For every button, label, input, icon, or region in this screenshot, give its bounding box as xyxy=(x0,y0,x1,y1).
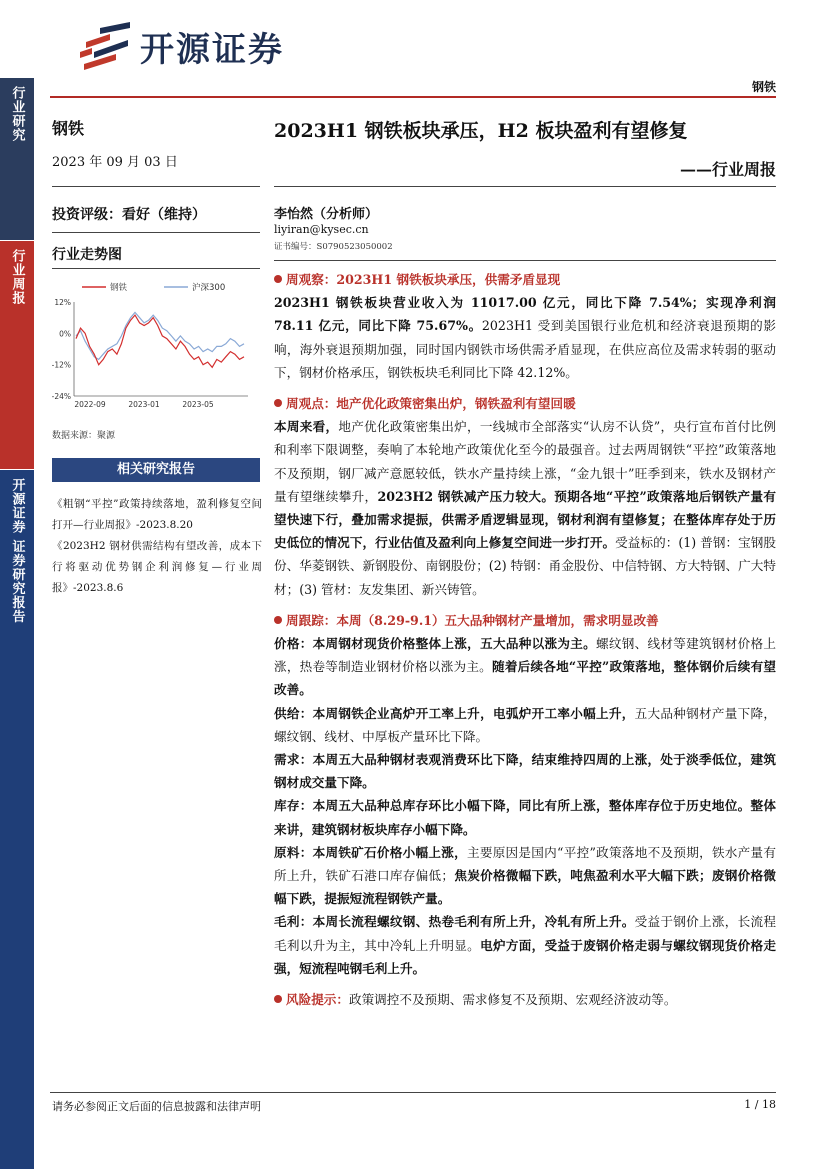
footer-disclaimer: 请务必参阅正文后面的信息披露和法律声明 xyxy=(52,1100,261,1113)
trend-chart xyxy=(52,276,262,416)
analyst-email[interactable]: liyiran@kysec.cn xyxy=(274,223,369,236)
header-divider xyxy=(50,96,776,98)
report-title: 2023H1 钢铁板块承压，H2 板块盈利有望修复 xyxy=(274,120,688,142)
header-sector: 钢铁 xyxy=(751,80,776,94)
tracking-stock: 库存：本周五大品种总库存环比小幅下降，同比有所上涨，整体库存位于历史地位。整体来讲，建筑钢材板块库存小幅下降。 xyxy=(274,798,776,837)
left-divider xyxy=(52,186,260,187)
right-divider xyxy=(274,186,776,187)
tracking-demand: 需求：本周五大品种钢材表观消费环比下降，结束维持四周的上涨，处于淡季低位，建筑钢材成交量下降。 xyxy=(274,752,776,791)
section-heading: 周观点：地产优化政策密集出炉，钢铁盈利有望回暖 xyxy=(274,392,776,415)
report-date: 2023 年 09 月 03 日 xyxy=(52,155,178,170)
bullet-icon xyxy=(274,275,282,283)
related-reports-list xyxy=(52,494,262,599)
bullet-icon xyxy=(274,995,282,1003)
side-tab-industry-research: 行业研究 xyxy=(0,78,34,240)
trend-chart-svg xyxy=(52,276,262,416)
x-tick-label: 2022-09 xyxy=(74,400,106,409)
x-tick-label: 2023-01 xyxy=(128,400,160,409)
legend-label: 沪深300 xyxy=(192,283,226,293)
page-number: 1 / 18 xyxy=(744,1098,776,1111)
analyst-cert: 证书编号：S0790523050002 xyxy=(274,242,393,252)
tracking-supply: 供给：本周钢铁企业高炉开工率上升，电弧炉开工率小幅上升，五大品种钢材产量下降，螺纹钢、线材、中厚板产量环比下降。 xyxy=(274,705,777,744)
section-paragraph: 本周来看，地产优化政策密集出炉，一线城市全部落实“认房不认贷”，央行宣布首付比例和利率下限调整，奏响了本轮地产政策优化至今的最强音。过去两周钢铁“平控”政策落地不及预期，钢厂减产意愿较低，铁水产量持续上涨，“金九银十”旺季到来，铁水及钢材产量有望继续攀升，2023H2 钢铁减产压力较大。预期各地“平控”政策落地后钢铁产量有望快速下行，叠加需求提振，供需矛盾逻辑显现，钢材利润有望修复；在整体库存处于历史低位的情况下，行业估值及盈利向上修复空间进一步打开。受益标的：(1) 普钢：宝钢股份、华菱钢铁、新钢股份、南钢股份；(2) 特钢：甬金股份、中信特钢、方大特钢、广大特材；(3) 管材：友发集团、新兴铸管。 xyxy=(274,419,777,597)
y-tick-label: 0% xyxy=(59,329,71,339)
related-report-item[interactable]: 《2023H2 钢材供需结构有望改善，成本下行将驱动优势钢企利润修复—行业周报》-2023.8.6 xyxy=(52,540,262,594)
y-tick-label: -12% xyxy=(52,360,71,370)
section-heading: 周跟踪：本周（8.29-9.1）五大品种钢材产量增加，需求明显改善 xyxy=(274,609,776,632)
related-reports-title: 相关研究报告 xyxy=(52,458,260,482)
related-report-item[interactable]: 《粗钢“平控”政策持续落地，盈利修复空间打开—行业周报》-2023.8.20 xyxy=(52,498,262,531)
chart-source: 数据来源：聚源 xyxy=(52,431,116,441)
series-line-钢铁 xyxy=(76,315,244,367)
footer-divider xyxy=(50,1092,776,1093)
brand-name: 开源证券 xyxy=(140,29,284,70)
bullet-icon xyxy=(274,616,282,624)
left-sector: 钢铁 xyxy=(52,119,85,138)
section-paragraph: 2023H1 钢铁板块营业收入为 11017.00 亿元，同比下降 7.54%；实现净利润 78.11 亿元，同比下降 75.67%。2023H1 受到美国银行业危机和经济衰退预期的影响，海外衰退预期加强，同时国内钢铁市场供需矛盾显现，在供应高位及需求转弱的驱动下，钢材价格承压，钢铁板块毛利同比下降 42.12%。 xyxy=(274,295,776,380)
side-tab-brand-report: 开源证券 证券研究报告 xyxy=(0,470,34,1169)
report-subtitle: ——行业周报 xyxy=(679,160,776,179)
tracking-raw: 原料：本周铁矿石价格小幅上涨，主要原因是国内“平控”政策落地不及预期，铁水产量有所上升，铁矿石港口库存偏低；焦炭价格微幅下跌，吨焦盈利水平大幅下跌；废钢价格微幅下跌，提振短流程钢铁产量。 xyxy=(274,844,777,907)
tracking-price: 价格：本周钢材现货价格整体上涨，五大品种以涨为主。螺纹钢、线材等建筑钢材价格上涨，热卷等制造业钢材价格以涨为主。随着后续各地“平控”政策落地，整体钢价后续有望改善。 xyxy=(274,636,777,698)
y-tick-label: 12% xyxy=(54,298,71,307)
right-divider xyxy=(274,260,776,261)
x-tick-label: 2023-05 xyxy=(182,400,214,409)
legend-label: 钢铁 xyxy=(110,283,128,293)
tracking-margin: 毛利：本周长流程螺纹钢、热卷毛利有所上升，冷轧有所上升。受益于钢价上涨，长流程毛利以升为主，其中冷轧上升明显。电炉方面，受益于废钢价格走弱与螺纹钢现货价格走强，短流程吨钢毛利上升。 xyxy=(274,914,777,976)
investment-rating: 投资评级：看好（维持） xyxy=(52,207,206,223)
chart-title: 行业走势图 xyxy=(52,247,122,263)
logo-mark-icon xyxy=(76,22,134,70)
left-divider xyxy=(52,232,260,233)
left-divider xyxy=(52,268,260,269)
y-tick-label: -24% xyxy=(52,392,71,401)
analyst-name: 李怡然（分析师） xyxy=(274,207,379,222)
risk-warning: 风险提示：政策调控不及预期、需求修复不及预期、宏观经济波动等。 xyxy=(274,988,776,1011)
section-heading: 周观察：2023H1 钢铁板块承压，供需矛盾显现 xyxy=(274,268,776,291)
side-tab-weekly-report: 行业周报 xyxy=(0,241,34,469)
series-line-沪深300 xyxy=(76,312,244,359)
bullet-icon xyxy=(274,399,282,407)
report-body xyxy=(274,268,776,1011)
company-logo xyxy=(76,22,284,70)
